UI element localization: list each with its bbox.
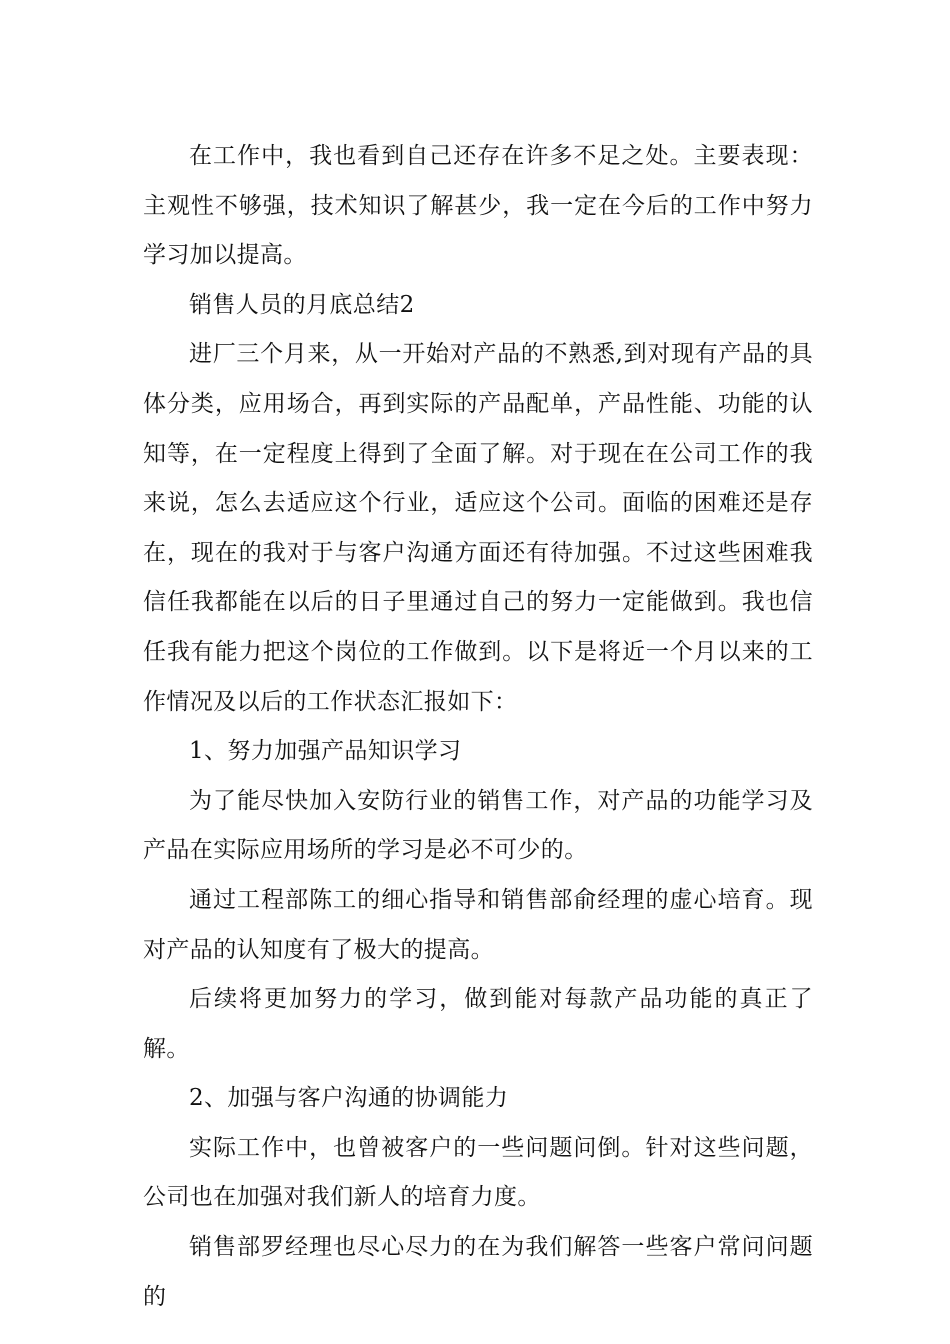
- paragraph-further-study: 后续将更加努力的学习，做到能对每款产品功能的真正了解。: [143, 986, 813, 1062]
- paragraph-product-learning: 为了能尽快加入安防行业的销售工作，对产品的功能学习及产品在实际应用场所的学习是必不可少的。: [143, 787, 813, 864]
- paragraph-manager-support: 销售部罗经理也尽心尽力的在为我们解答一些客户常问问题的: [143, 1234, 813, 1310]
- paragraph-guidance: 通过工程部陈工的细心指导和销售部俞经理的虚心培育。现对产品的认知度有了极大的提高。: [143, 886, 813, 963]
- paragraph-shortcomings: 在工作中，我也看到自己还存在许多不足之处。主要表现：主观性不够强，技术知识了解甚少，我一定在今后的工作中努力学习加以提高。: [143, 143, 813, 269]
- section-heading-summary-2: 销售人员的月底总结2: [189, 291, 415, 318]
- document-body: [143, 132, 813, 1322]
- list-heading-communication: 2、加强与客户沟通的协调能力: [189, 1085, 509, 1112]
- list-heading-product-knowledge: 1、努力加强产品知识学习: [189, 738, 462, 765]
- paragraph-three-months: 进厂三个月来，从一开始对产品的不熟悉,到对现有产品的具体分类，应用场合，再到实际的产品配单，产品性能、功能的认知等，在一定程度上得到了全面了解。对于现在在公司工作的我来说，怎么去适应这个行业，适应这个公司。面临的困难还是存在，现在的我对于与客户沟通方面还有待加强。不过这些困难我信任我都能在以后的日子里通过自己的努力一定能做到。我也信任我有能力把这个岗位的工作做到。以下是将近一个月以来的工作情况及以后的工作状态汇报如下：: [143, 341, 813, 715]
- paragraph-customer-questions: 实际工作中，也曾被客户的一些问题问倒。针对这些问题，公司也在加强对我们新人的培育力度。: [143, 1134, 813, 1211]
